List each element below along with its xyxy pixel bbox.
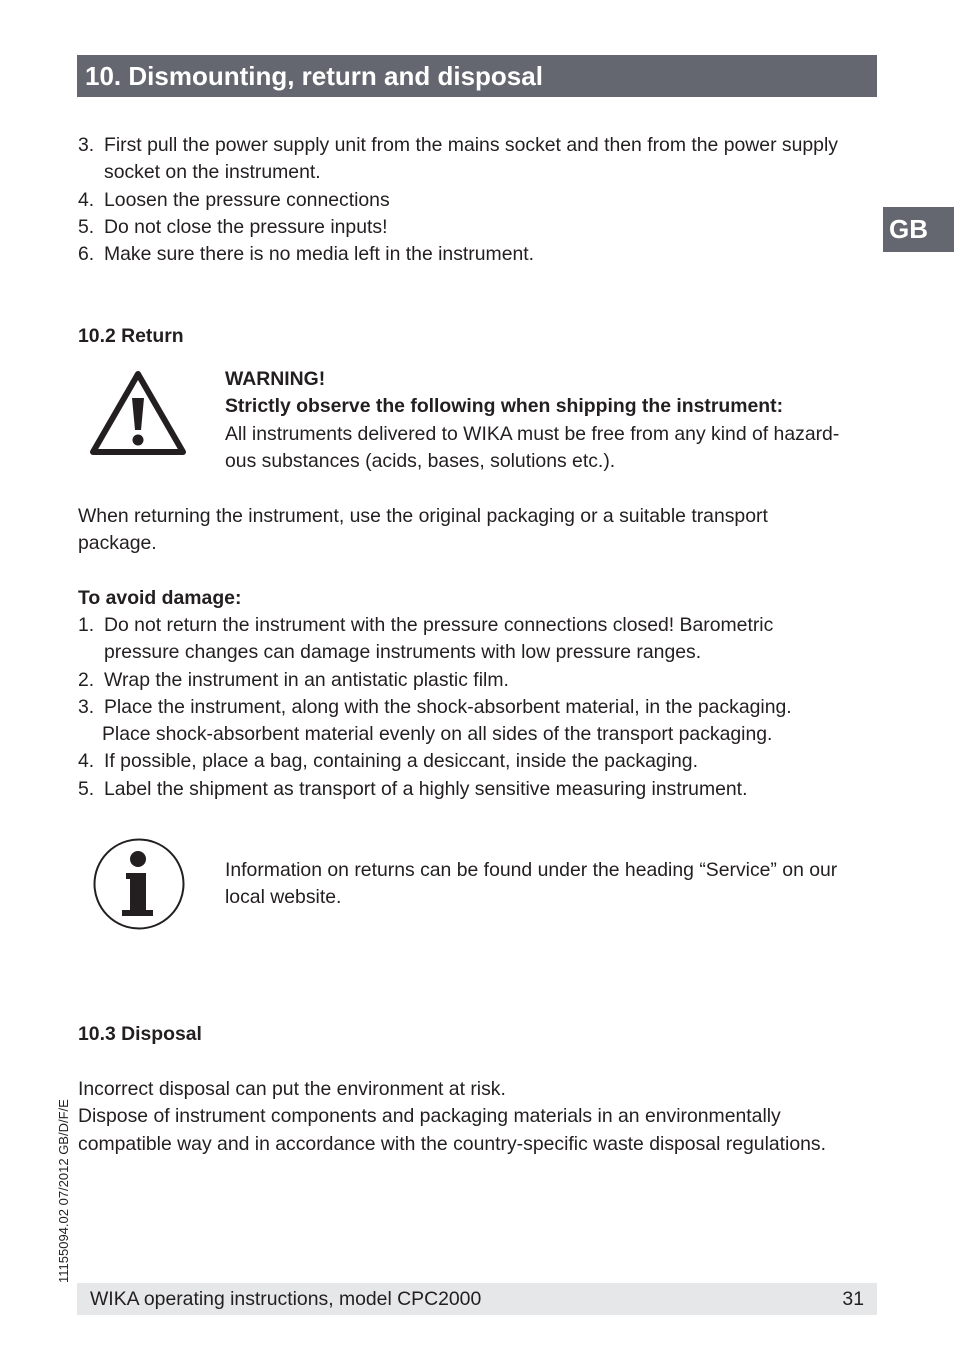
list-item: [78, 694, 792, 749]
footer-text: WIKA operating instructions, model CPC2000: [90, 1288, 482, 1310]
disposal-heading: 10.3 Disposal: [78, 1023, 202, 1045]
list-item: [78, 612, 792, 667]
warning-title: WARNING!: [225, 368, 326, 390]
avoid-damage-list: [78, 612, 792, 803]
paragraph-text: compatible way and in accordance with the country-specific waste disposal regulations.: [78, 1132, 827, 1155]
list-item-text: socket on the instrument.: [104, 161, 321, 184]
footer-bar: [77, 1283, 877, 1315]
paragraph-text: When returning the instrument, use the original packaging or a suitable transport: [78, 505, 768, 527]
list-item: [78, 187, 838, 214]
warning-block: [225, 366, 839, 475]
list-item-number: 6.: [78, 243, 95, 266]
list-item-text: Loosen the pressure connections: [104, 188, 390, 211]
paragraph-text: Incorrect disposal can put the environment at risk.: [78, 1078, 506, 1100]
avoid-damage-heading: To avoid damage:: [78, 587, 242, 609]
section-title-bar: [77, 55, 877, 97]
list-item-number: 4.: [78, 750, 95, 773]
list-item: [78, 667, 792, 694]
list-item: [78, 776, 792, 803]
language-tab: [883, 207, 954, 252]
list-item: [78, 132, 838, 187]
list-item-number: 4.: [78, 188, 95, 211]
list-item-text: Place shock-absorbent material evenly on all sides of the transport packaging.: [102, 723, 773, 746]
list-item-number: 1.: [78, 614, 95, 636]
list-item-number: 5.: [78, 777, 95, 800]
page-number: 31: [842, 1288, 864, 1310]
list-item-text: Do not return the instrument with the pressure connections closed! Barometric: [104, 614, 774, 636]
list-item-text: Do not close the pressure inputs!: [104, 215, 388, 238]
dismount-steps-list: [78, 132, 838, 268]
list-item-number: 2.: [78, 668, 95, 691]
paragraph-text: package.: [78, 532, 157, 555]
list-item-text: pressure changes can damage instruments with low pressure ranges.: [104, 641, 702, 664]
warning-text: All instruments delivered to WIKA must be free from any kind of hazard-: [225, 422, 840, 445]
list-item: [78, 241, 838, 268]
list-item-text: First pull the power supply unit from the mains socket and then from the power supply: [104, 134, 838, 156]
info-text: local website.: [225, 886, 342, 909]
info-text: Information on returns can be found under the heading “Service” on our: [225, 859, 838, 881]
list-item-number: 3.: [78, 134, 95, 156]
document-code: 11155094.02 07/2012 GB/D/F/E: [56, 1099, 71, 1283]
list-item-text: Make sure there is no media left in the instrument.: [104, 243, 535, 266]
warning-triangle-icon: [88, 368, 188, 458]
list-item-text: If possible, place a bag, containing a desiccant, inside the packaging.: [104, 750, 698, 773]
packaging-paragraph: [78, 503, 768, 558]
list-item-text: Wrap the instrument in an antistatic plastic film.: [104, 668, 509, 691]
list-item: [78, 214, 838, 241]
warning-subtitle: Strictly observe the following when shipping the instrument:: [225, 395, 784, 418]
info-icon: [92, 837, 186, 931]
language-tab-label: GB: [889, 214, 928, 244]
info-block: [225, 857, 837, 912]
warning-text: ous substances (acids, bases, solutions etc.).: [225, 449, 616, 472]
section-title: 10. Dismounting, return and disposal: [85, 61, 543, 91]
disposal-paragraph: [78, 1076, 826, 1158]
list-item: [78, 748, 792, 775]
list-item-text: Place the instrument, along with the shock-absorbent material, in the packaging.: [104, 695, 792, 718]
list-item-number: 3.: [78, 695, 95, 718]
paragraph-text: Dispose of instrument components and packaging materials in an environmentally: [78, 1105, 781, 1128]
return-heading: 10.2 Return: [78, 325, 184, 347]
list-item-number: 5.: [78, 215, 95, 238]
list-item-text: Label the shipment as transport of a highly sensitive measuring instrument.: [104, 777, 748, 800]
